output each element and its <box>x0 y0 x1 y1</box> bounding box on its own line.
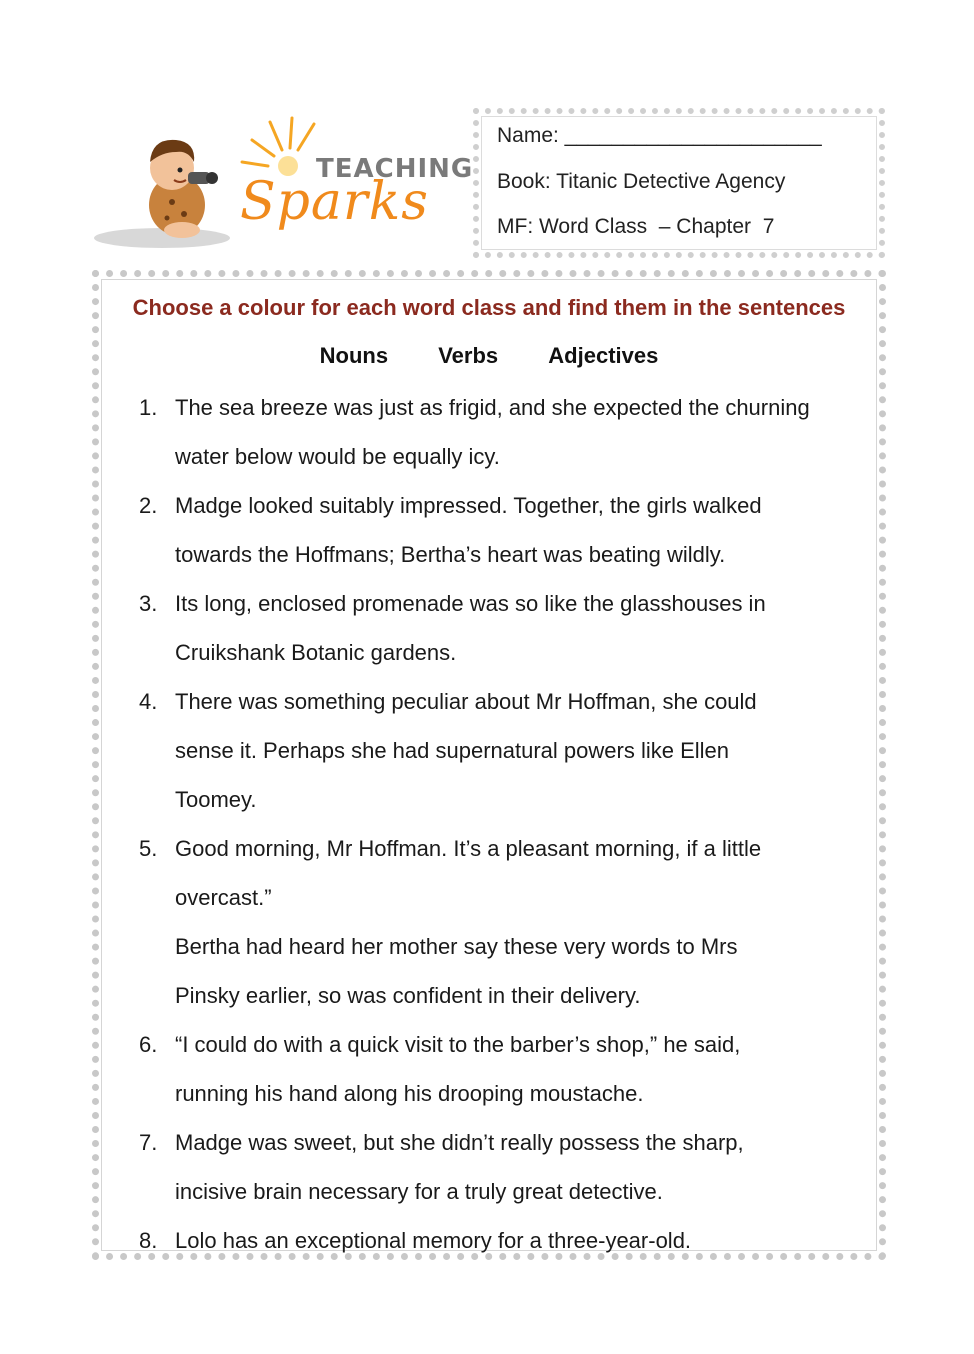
sentence-5-line-2: overcast.” <box>175 885 272 910</box>
sentence-2-line-1 <box>139 481 879 530</box>
sentence-list <box>139 383 879 1265</box>
word-class-list <box>99 343 879 369</box>
sentence-2-line-2: towards the Hoffmans; Bertha’s heart was beating wildly. <box>175 542 726 567</box>
sentence-number: 2. <box>139 493 158 518</box>
worksheet-box <box>92 270 886 1260</box>
sentence-6-line-1 <box>139 1020 879 1069</box>
sentence-5-line-1 <box>139 824 879 873</box>
sentence-number: 3. <box>139 591 158 616</box>
sentence-6-line-2: running his hand along his drooping moustache. <box>175 1081 644 1106</box>
sentence-7-line-1 <box>139 1118 879 1167</box>
sentence-text: Madge was sweet, but she didn’t really possess the sharp, <box>175 1130 744 1155</box>
sentence-5-line-3: Bertha had heard her mother say these very words to Mrs <box>175 934 738 959</box>
sentence-4-line-3: Toomey. <box>175 787 257 812</box>
sentence-5-line-4: Pinsky earlier, so was confident in their delivery. <box>175 983 641 1008</box>
sentence-1-line-1 <box>139 383 879 432</box>
sentence-text: Its long, enclosed promenade was so like the glasshouses in <box>175 591 766 616</box>
sentence-3-line-2: Cruikshank Botanic gardens. <box>175 640 457 665</box>
sentence-3-line-1 <box>139 579 879 628</box>
logo-sparks-text: Sparks <box>240 172 429 232</box>
sentence-text: There was something peculiar about Mr Hoffman, she could <box>175 689 757 714</box>
sentence-text: Lolo has an exceptional memory for a three-year-old. <box>175 1228 692 1253</box>
word-class-verbs: Verbs <box>438 343 499 368</box>
sentence-number: 4. <box>139 689 158 714</box>
sentence-4-line-1 <box>139 677 879 726</box>
sentence-8-line-1 <box>139 1216 879 1265</box>
instruction-heading: Choose a colour for each word class and find them in the sentences <box>132 295 846 320</box>
sentence-1-line-2: water below would be equally icy. <box>175 444 500 469</box>
sentence-text: Good morning, Mr Hoffman. It’s a pleasant morning, if a little <box>175 836 762 861</box>
student-info-box <box>473 108 885 258</box>
word-class-nouns: Nouns <box>319 343 389 368</box>
mf-line: MF: Word Class – Chapter 7 <box>497 215 775 238</box>
sentence-number: 5. <box>139 836 158 861</box>
name-line: Name: ______________________ <box>497 124 822 147</box>
sentence-number: 6. <box>139 1032 158 1057</box>
logo-teaching-text: TEACHING <box>316 154 474 184</box>
sentence-text: The sea breeze was just as frigid, and she expected the churning <box>175 395 810 420</box>
sentence-4-line-2: sense it. Perhaps she had supernatural powers like Ellen <box>175 738 729 763</box>
book-line: Book: Titanic Detective Agency <box>497 170 786 193</box>
sentence-7-line-2: incisive brain necessary for a truly great detective. <box>175 1179 663 1204</box>
word-class-adjectives: Adjectives <box>548 343 659 368</box>
sentence-text: “I could do with a quick visit to the barber’s shop,” he said, <box>175 1032 741 1057</box>
sentence-number: 8. <box>139 1228 158 1253</box>
sentence-number: 1. <box>139 395 158 420</box>
sentence-text: Madge looked suitably impressed. Together, the girls walked <box>175 493 762 518</box>
sentence-number: 7. <box>139 1130 158 1155</box>
